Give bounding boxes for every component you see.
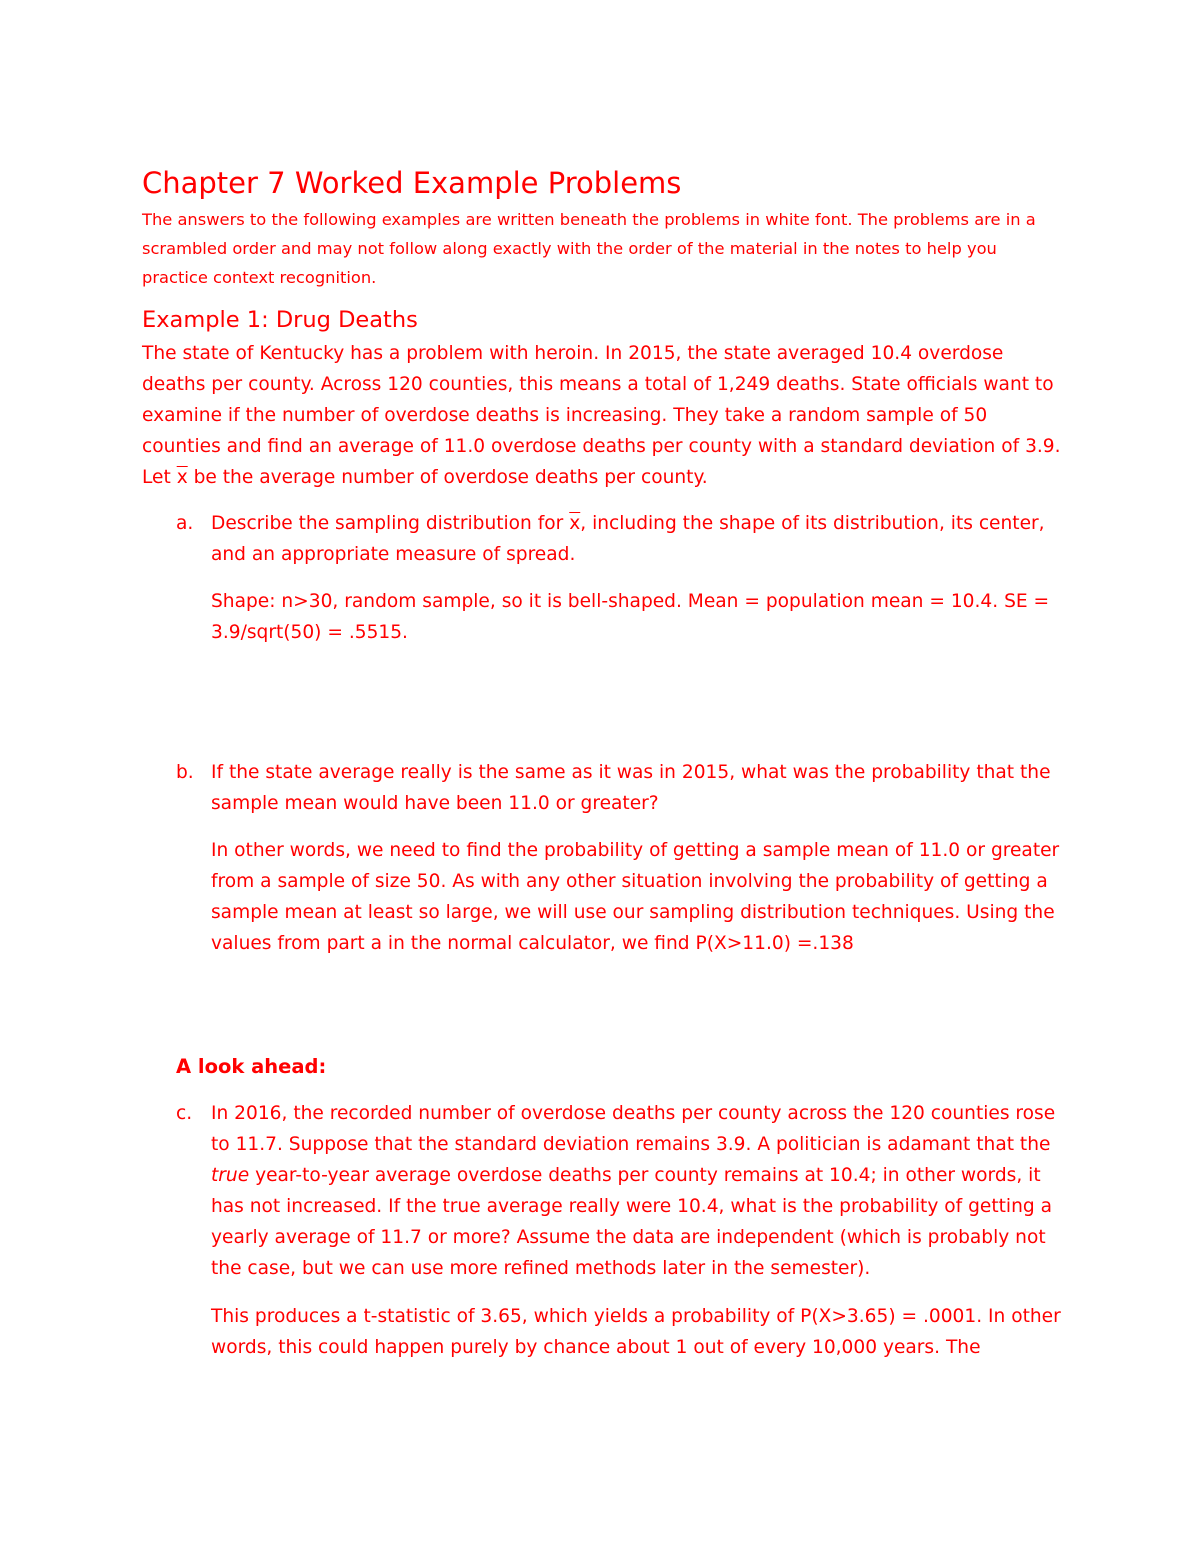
problem-text-part2: be the average number of overdose deaths per county. [187,467,708,488]
item-a-letter: a. [176,513,194,534]
xbar-symbol: $\overline{x}$ [569,513,581,534]
item-c-emphasis: true [211,1165,250,1186]
item-b-question: If the state average really is the same as it was in 2015, what was the probability that the sample mean would have been 11.0 or greater? [211,762,1051,814]
intro-paragraph: The answers to the following examples are written beneath the problems in white font. The problems are in a scrambled order and may not follow along exactly with the order of the material in the notes to help you practice context recognition. [142,210,1036,287]
example-heading: Example 1: Drug Deaths [142,307,418,333]
item-a-answer: Shape: n>30, random sample, so it is bell-shaped. Mean = population mean = 10.4. SE = 3.9/sqrt(50) = .5515. [211,591,1050,643]
page-title: Chapter 7 Worked Example Problems [142,166,682,200]
item-b-letter: b. [176,762,194,783]
item-a-question-part1: Describe the sampling distribution for [211,513,570,534]
item-c-question-part2: year-to-year average overdose deaths per county remains at 10.4; in other words, it has not increased. If the true average really were 10.4, what is the probability of getting a yearly average of 11.7 or more? Assume the data are independent (which is probably not the case, but we can use more refined methods later in the semester). [211,1165,1052,1279]
item-c-question-part1: In 2016, the recorded number of overdose deaths per county across the 120 counties rose to 11.7. Suppose that the standard deviation remains 3.9. A politician is adamant that the [211,1103,1056,1155]
problem-statement [142,338,1062,493]
item-a-question-part2: , including the shape of its distribution, its center, and an appropriate measure of spread. [211,513,1045,565]
item-b-answer: In other words, we need to find the probability of getting a sample mean of 11.0 or greater from a sample of size 50. As with any other situation involving the probability of getting a sample mean at least so large, we will use our sampling distribution techniques. Using the values from part a in the normal calculator, we find P(X>11.0) =.138 [211,840,1060,954]
item-a-question [211,508,1071,570]
item-c-letter: c. [176,1103,193,1124]
lookahead-heading: A look ahead: [176,1055,327,1078]
problem-text-part1: The state of Kentucky has a problem with heroin. In 2015, the state averaged 10.4 overdose deaths per county. Across 120 counties, this means a total of 1,249 deaths. State officials want to examine if the number of overdose deaths is increasing. They take a random sample of 50 counties and find an average of 11.0 overdose deaths per county with a standard deviation of 3.9. Let [142,343,1061,488]
item-c-answer: This produces a t-statistic of 3.65, which yields a probability of P(X>3.65) = .0001. In other words, this could happen purely by chance about 1 out of every 10,000 years. The [211,1306,1061,1358]
xbar-symbol: $\overline{x}$ [176,467,188,488]
item-c-question [211,1098,1071,1284]
